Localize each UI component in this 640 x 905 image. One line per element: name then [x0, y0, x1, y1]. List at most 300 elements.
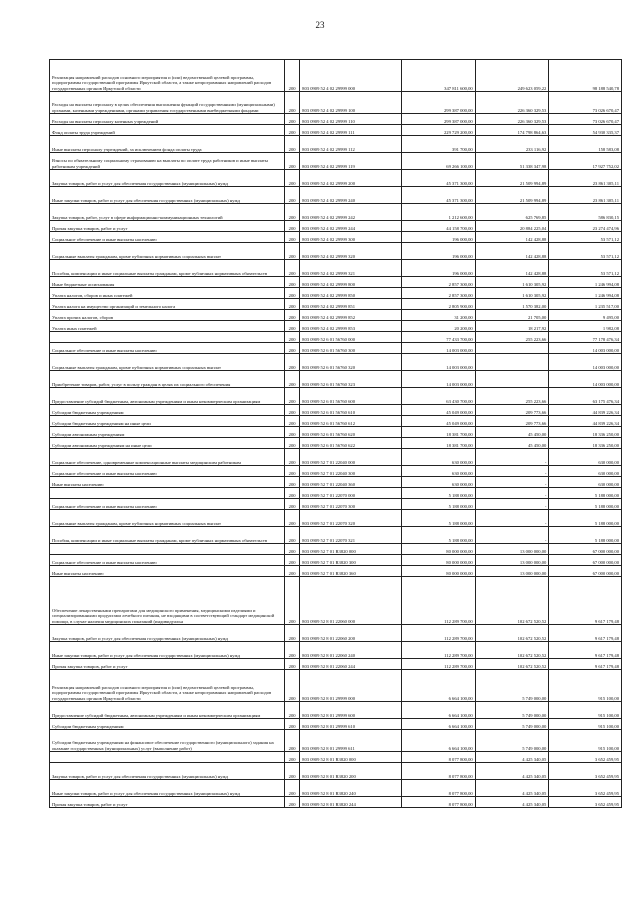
- page-number: 23: [315, 20, 325, 30]
- row-plan-cell: 5 188 000,00: [402, 499, 476, 510]
- row-diff-cell: 630 000,00: [549, 449, 622, 466]
- table-row: [50, 730, 622, 752]
- table-row: [50, 310, 622, 321]
- row-plan-cell: 196 000,00: [402, 260, 476, 277]
- row-kvr-cell: 200: [285, 752, 300, 763]
- row-kvr-cell: 200: [285, 763, 300, 780]
- row-diff-cell: 18 336 250,00: [549, 438, 622, 449]
- row-plan-cell: 347 811 600,00: [402, 60, 476, 92]
- row-diff-cell: 3 652 459,95: [549, 780, 622, 797]
- row-kvr-cell: 200: [285, 332, 300, 343]
- row-plan-cell: 18 381 700,00: [402, 427, 476, 438]
- row-code-cell: 803 0909 52 7 01 R3820 360: [300, 566, 402, 577]
- row-fact-cell: 5 749 000,00: [475, 702, 549, 719]
- row-diff-cell: 53 571,12: [549, 232, 622, 243]
- row-fact-cell: -: [475, 466, 549, 477]
- row-fact-cell: [475, 354, 549, 371]
- row-name-cell: Предоставление субсидий бюджетным, автономным учреждениям и иным некоммерческим организациям: [50, 702, 285, 719]
- row-kvr-cell: 200: [285, 153, 300, 170]
- table-row: [50, 499, 622, 510]
- row-name-cell: Социальное обеспечение, одновременные компенсационные выплаты медицинским работникам: [50, 449, 285, 466]
- row-name-cell: Пособия, компенсации и иные социальные выплаты гражданам, кроме публичных нормативных обязательств: [50, 260, 285, 277]
- row-name-cell: Предоставление субсидий бюджетным, автономным учреждениям и иным некоммерческим организациям: [50, 388, 285, 405]
- row-plan-cell: 45 049 000,00: [402, 416, 476, 427]
- row-diff-cell: 23 861 305,11: [549, 170, 622, 187]
- table-row: [50, 388, 622, 405]
- row-fact-cell: 13 000 000,00: [475, 555, 549, 566]
- row-code-cell: 803 0909 52 8 01 29999 610: [300, 719, 402, 730]
- table-body: [50, 60, 622, 808]
- row-fact-cell: 1 570 382,00: [475, 299, 549, 310]
- table-row: [50, 221, 622, 232]
- row-fact-cell: 226 360 329,53: [475, 114, 549, 125]
- row-code-cell: 803 0909 52 8 01 R3820 240: [300, 780, 402, 797]
- row-fact-cell: 51 338 347,98: [475, 153, 549, 170]
- row-code-cell: 803 0909 52 8 01 R3820 244: [300, 797, 402, 808]
- table-row: [50, 114, 622, 125]
- row-kvr-cell: 200: [285, 321, 300, 332]
- table-row: [50, 92, 622, 114]
- row-kvr-cell: 200: [285, 566, 300, 577]
- row-name-cell: Реализация направлений расходов основного мероприятия и (или) ведомственной целевой программы, подпрограммы государственной программы Иркутской области, а также непрограммных направлений расходов государственных органов Иркутской области: [50, 60, 285, 92]
- row-name-cell: Закупка товаров, работ и услуг для обеспечения государственных (муниципальных) нужд: [50, 763, 285, 780]
- row-fact-cell: 4 425 340,05: [475, 752, 549, 763]
- row-name-cell: Иные бюджетные ассигнования: [50, 277, 285, 288]
- row-fact-cell: 226 360 329,53: [475, 92, 549, 114]
- table-row: [50, 555, 622, 566]
- table-row: [50, 780, 622, 797]
- budget-execution-table: [49, 59, 622, 808]
- row-name-cell: Уплата налогов, сборов и иных платежей: [50, 288, 285, 299]
- row-fact-cell: 209 773,66: [475, 405, 549, 416]
- row-diff-cell: 14 003 000,00: [549, 354, 622, 371]
- row-code-cell: 803 0909 52 4 02 29999 320: [300, 243, 402, 260]
- row-code-cell: 803 0909 52 6 01 56760 300: [300, 343, 402, 354]
- row-name-cell: Прочая закупка товаров, работ и услуг: [50, 659, 285, 670]
- row-kvr-cell: 200: [285, 125, 300, 136]
- row-plan-cell: 6 664 100,00: [402, 730, 476, 752]
- row-name-cell: Взносы по обязательному социальному страхованию на выплаты по оплате труда работников и иные выплаты работникам учреждений: [50, 153, 285, 170]
- row-kvr-cell: 200: [285, 299, 300, 310]
- row-diff-cell: 23 274 474,96: [549, 221, 622, 232]
- row-plan-cell: 6 664 100,00: [402, 702, 476, 719]
- row-code-cell: 803 0909 52 4 02 29999 112: [300, 136, 402, 153]
- row-plan-cell: 6 664 100,00: [402, 670, 476, 702]
- row-code-cell: 803 0909 52 7 01 22040 300: [300, 466, 402, 477]
- row-code-cell: 803 0909 52 7 01 22070 320: [300, 510, 402, 527]
- row-code-cell: 803 0909 52 4 02 29999 240: [300, 187, 402, 204]
- row-code-cell: 803 0909 52 4 02 29999 244: [300, 221, 402, 232]
- row-code-cell: 803 0909 52 8 01 29999 600: [300, 702, 402, 719]
- row-plan-cell: 63 430 700,00: [402, 388, 476, 405]
- table-row: [50, 153, 622, 170]
- row-code-cell: 803 0909 52 6 01 56760 000: [300, 332, 402, 343]
- row-plan-cell: 196 000,00: [402, 243, 476, 260]
- table-row: [50, 577, 622, 625]
- row-plan-cell: 2 857 300,00: [402, 288, 476, 299]
- row-name-cell: Социальное обеспечение и иные выплаты населению: [50, 466, 285, 477]
- row-name-cell: Закупка товаров, работ, услуг в сфере информационно-коммуникационных технологий: [50, 204, 285, 221]
- row-code-cell: 803 0909 52 8 01 22060 240: [300, 642, 402, 659]
- row-code-cell: 803 0909 52 6 01 56760 600: [300, 388, 402, 405]
- row-code-cell: 803 0909 52 4 02 29999 852: [300, 310, 402, 321]
- row-diff-cell: 5 188 000,00: [549, 527, 622, 544]
- table-row: [50, 277, 622, 288]
- row-code-cell: 803 0909 52 8 01 29999 000: [300, 670, 402, 702]
- row-fact-cell: [475, 343, 549, 354]
- row-fact-cell: 1 610 305,92: [475, 277, 549, 288]
- row-plan-cell: 18 381 700,00: [402, 438, 476, 449]
- row-kvr-cell: 200: [285, 187, 300, 204]
- row-code-cell: 803 0909 52 4 02 29999 851: [300, 299, 402, 310]
- row-plan-cell: 1 212 600,00: [402, 204, 476, 221]
- row-plan-cell: 69 266 100,00: [402, 153, 476, 170]
- row-fact-cell: 45 450,00: [475, 438, 549, 449]
- row-code-cell: 803 0909 52 8 01 R3820 000: [300, 752, 402, 763]
- row-plan-cell: 112 289 700,00: [402, 659, 476, 670]
- table-row: [50, 477, 622, 488]
- table-row: [50, 527, 622, 544]
- row-diff-cell: 915 100,00: [549, 730, 622, 752]
- row-code-cell: 803 0909 52 6 01 56760 610: [300, 405, 402, 416]
- row-fact-cell: 21 509 994,89: [475, 170, 549, 187]
- table-row: [50, 416, 622, 427]
- table-row: [50, 288, 622, 299]
- row-kvr-cell: 200: [285, 438, 300, 449]
- row-code-cell: 803 0909 52 8 01 22060 200: [300, 625, 402, 642]
- row-fact-cell: 255 223,66: [475, 388, 549, 405]
- row-plan-cell: 630 000,00: [402, 466, 476, 477]
- row-kvr-cell: 200: [285, 499, 300, 510]
- table-row: [50, 659, 622, 670]
- row-fact-cell: 142 428,88: [475, 232, 549, 243]
- row-name-cell: Социальное обеспечение и иные выплаты населению: [50, 232, 285, 243]
- row-diff-cell: 158 583,08: [549, 136, 622, 153]
- row-name-cell: Социальное обеспечение и иные выплаты населению: [50, 343, 285, 354]
- row-kvr-cell: 200: [285, 510, 300, 527]
- row-name-cell: Иные закупки товаров, работ и услуг для обеспечения государственных (муниципальных) нужд: [50, 187, 285, 204]
- row-code-cell: 803 0909 52 6 01 56760 320: [300, 354, 402, 371]
- row-name-cell: Субсидии автономным учреждениям на иные цели: [50, 438, 285, 449]
- row-kvr-cell: 200: [285, 488, 300, 499]
- table-row: [50, 260, 622, 277]
- row-kvr-cell: 200: [285, 702, 300, 719]
- table-row: [50, 566, 622, 577]
- row-name-cell: Уплата налога на имущество организаций и земельного налога: [50, 299, 285, 310]
- row-plan-cell: 630 000,00: [402, 449, 476, 466]
- table-row: [50, 332, 622, 343]
- row-code-cell: 803 0909 52 4 02 29999 110: [300, 114, 402, 125]
- row-plan-cell: 45 371 300,00: [402, 187, 476, 204]
- row-name-cell: Иные выплаты населению: [50, 566, 285, 577]
- row-fact-cell: 1 610 305,92: [475, 288, 549, 299]
- row-fact-cell: 255 223,66: [475, 332, 549, 343]
- row-fact-cell: 174 798 864,63: [475, 125, 549, 136]
- row-kvr-cell: 200: [285, 136, 300, 153]
- row-diff-cell: 915 100,00: [549, 702, 622, 719]
- row-fact-cell: [475, 371, 549, 388]
- row-code-cell: 803 0909 52 6 01 56760 612: [300, 416, 402, 427]
- row-diff-cell: 9 617 179,48: [549, 642, 622, 659]
- table-row: [50, 510, 622, 527]
- table-row: [50, 625, 622, 642]
- row-plan-cell: 5 188 000,00: [402, 488, 476, 499]
- table-row: [50, 752, 622, 763]
- row-fact-cell: 20 884 225,04: [475, 221, 549, 232]
- row-diff-cell: 1 235 517,00: [549, 299, 622, 310]
- row-name-cell: Субсидии бюджетным учреждениям на финансовое обеспечение государственного (муниципального) задания на оказание государственных (муниципальных) услуг (выполнение работ): [50, 730, 285, 752]
- row-fact-cell: 4 425 340,05: [475, 780, 549, 797]
- row-diff-cell: 9 617 179,48: [549, 625, 622, 642]
- row-kvr-cell: 200: [285, 92, 300, 114]
- row-diff-cell: 53 571,12: [549, 243, 622, 260]
- row-kvr-cell: 200: [285, 60, 300, 92]
- row-name-cell: Социальные выплаты гражданам, кроме публичных нормативных социальных выплат: [50, 354, 285, 371]
- row-kvr-cell: 200: [285, 659, 300, 670]
- row-code-cell: 803 0909 52 7 01 R3820 000: [300, 544, 402, 555]
- row-kvr-cell: 200: [285, 232, 300, 243]
- row-name-cell: Иные выплаты персоналу учреждений, за исключением фонда оплаты труда: [50, 136, 285, 153]
- row-fact-cell: -: [475, 488, 549, 499]
- row-name-cell: Иные закупки товаров, работ и услуг для обеспечения государственных (муниципальных) нужд: [50, 780, 285, 797]
- row-plan-cell: 299 387 000,00: [402, 114, 476, 125]
- row-diff-cell: 67 000 000,00: [549, 544, 622, 555]
- row-plan-cell: 45 049 000,00: [402, 405, 476, 416]
- row-diff-cell: 44 839 226,34: [549, 416, 622, 427]
- table-row: [50, 763, 622, 780]
- row-diff-cell: 44 839 226,34: [549, 405, 622, 416]
- row-plan-cell: 112 289 700,00: [402, 625, 476, 642]
- row-fact-cell: 5 749 000,00: [475, 730, 549, 752]
- row-plan-cell: 5 188 000,00: [402, 510, 476, 527]
- table-row: [50, 60, 622, 92]
- row-code-cell: 803 0909 52 4 02 29999 800: [300, 277, 402, 288]
- row-kvr-cell: 200: [285, 204, 300, 221]
- row-code-cell: 803 0909 52 4 02 29999 100: [300, 92, 402, 114]
- row-kvr-cell: 200: [285, 405, 300, 416]
- row-fact-cell: 45 450,00: [475, 427, 549, 438]
- row-plan-cell: 14 003 000,00: [402, 371, 476, 388]
- row-plan-cell: 8 077 800,00: [402, 752, 476, 763]
- row-diff-cell: 54 930 335,37: [549, 125, 622, 136]
- table-row: [50, 438, 622, 449]
- row-code-cell: 803 0909 52 6 01 56760 622: [300, 438, 402, 449]
- row-diff-cell: 5 188 000,00: [549, 510, 622, 527]
- row-plan-cell: 8 077 800,00: [402, 797, 476, 808]
- row-code-cell: 803 0909 52 4 02 29999 119: [300, 153, 402, 170]
- row-diff-cell: 915 100,00: [549, 670, 622, 702]
- row-diff-cell: 1 246 994,08: [549, 277, 622, 288]
- row-kvr-cell: 200: [285, 577, 300, 625]
- row-diff-cell: 67 000 000,00: [549, 555, 622, 566]
- row-diff-cell: 5 188 000,00: [549, 488, 622, 499]
- row-fact-cell: 102 672 520,52: [475, 625, 549, 642]
- table-row: [50, 488, 622, 499]
- row-diff-cell: 3 652 459,95: [549, 763, 622, 780]
- row-fact-cell: 142 428,88: [475, 243, 549, 260]
- row-diff-cell: 18 336 250,00: [549, 427, 622, 438]
- row-name-cell: [50, 488, 285, 499]
- row-fact-cell: -: [475, 477, 549, 488]
- row-diff-cell: 73 026 670,47: [549, 92, 622, 114]
- row-plan-cell: 45 371 300,00: [402, 170, 476, 187]
- row-name-cell: Расходы на выплаты персоналу казенных учреждений: [50, 114, 285, 125]
- row-code-cell: 803 0909 52 6 01 56760 620: [300, 427, 402, 438]
- row-diff-cell: 14 003 000,00: [549, 343, 622, 354]
- row-code-cell: 803 0909 52 8 01 R3820 200: [300, 763, 402, 780]
- row-diff-cell: 67 000 000,00: [549, 566, 622, 577]
- row-code-cell: 803 0909 52 4 02 29999 242: [300, 204, 402, 221]
- row-plan-cell: 2 857 300,00: [402, 277, 476, 288]
- row-code-cell: 803 0909 52 7 01 22040 000: [300, 449, 402, 466]
- row-kvr-cell: 200: [285, 780, 300, 797]
- table-row: [50, 427, 622, 438]
- row-name-cell: Пособия, компенсации и иные социальные выплаты гражданам, кроме публичных нормативных обязательств: [50, 527, 285, 544]
- row-plan-cell: 20 200,00: [402, 321, 476, 332]
- table-row: [50, 405, 622, 416]
- row-plan-cell: 14 003 000,00: [402, 354, 476, 371]
- row-kvr-cell: 200: [285, 260, 300, 277]
- table-row: [50, 544, 622, 555]
- row-fact-cell: 102 672 520,52: [475, 577, 549, 625]
- row-kvr-cell: 200: [285, 114, 300, 125]
- row-plan-cell: 8 077 800,00: [402, 780, 476, 797]
- table-row: [50, 170, 622, 187]
- row-plan-cell: 391 700,00: [402, 136, 476, 153]
- row-fact-cell: 13 000 000,00: [475, 566, 549, 577]
- table-row: [50, 371, 622, 388]
- row-kvr-cell: 200: [285, 730, 300, 752]
- row-kvr-cell: 200: [285, 343, 300, 354]
- row-name-cell: Расходы на выплаты персоналу в целях обеспечения выполнения функций государственными (муниципальными) органами, казенными учреждениями, органами управления государственными внебюджетными фондами: [50, 92, 285, 114]
- row-diff-cell: 63 175 476,34: [549, 388, 622, 405]
- row-kvr-cell: 200: [285, 221, 300, 232]
- table-row: [50, 719, 622, 730]
- row-name-cell: Закупка товаров, работ и услуг для обеспечения государственных (муниципальных) нужд: [50, 625, 285, 642]
- row-code-cell: 803 0909 52 7 01 22040 360: [300, 477, 402, 488]
- row-diff-cell: 1 246 994,08: [549, 288, 622, 299]
- row-code-cell: 803 0909 52 4 02 29999 111: [300, 125, 402, 136]
- table-row: [50, 243, 622, 260]
- table-row: [50, 321, 622, 332]
- row-diff-cell: 73 026 670,47: [549, 114, 622, 125]
- table-row: [50, 797, 622, 808]
- row-kvr-cell: 200: [285, 416, 300, 427]
- row-diff-cell: 915 100,00: [549, 719, 622, 730]
- row-name-cell: Социальные выплаты гражданам, кроме публичных нормативных социальных выплат: [50, 243, 285, 260]
- table-row: [50, 187, 622, 204]
- row-name-cell: Иные выплаты населению: [50, 477, 285, 488]
- row-plan-cell: 14 003 000,00: [402, 343, 476, 354]
- row-name-cell: Иные закупки товаров, работ и услуг для обеспечения государственных (муниципальных) нужд: [50, 642, 285, 659]
- row-kvr-cell: 200: [285, 243, 300, 260]
- row-plan-cell: 44 158 700,00: [402, 221, 476, 232]
- row-fact-cell: 625 769,85: [475, 204, 549, 221]
- row-code-cell: 803 0909 52 4 02 29999 200: [300, 170, 402, 187]
- row-fact-cell: -: [475, 449, 549, 466]
- row-kvr-cell: 200: [285, 477, 300, 488]
- row-code-cell: 803 0909 52 4 02 29999 853: [300, 321, 402, 332]
- row-name-cell: Социальные выплаты гражданам, кроме публичных нормативных социальных выплат: [50, 510, 285, 527]
- row-fact-cell: 142 428,88: [475, 260, 549, 277]
- row-fact-cell: 4 425 340,05: [475, 763, 549, 780]
- row-kvr-cell: 200: [285, 449, 300, 466]
- row-name-cell: Прочая закупка товаров, работ и услуг: [50, 797, 285, 808]
- row-diff-cell: 630 000,00: [549, 477, 622, 488]
- row-name-cell: Уплата иных платежей: [50, 321, 285, 332]
- table-row: [50, 204, 622, 221]
- row-plan-cell: 8 077 800,00: [402, 763, 476, 780]
- row-fact-cell: 209 773,66: [475, 416, 549, 427]
- row-fact-cell: -: [475, 527, 549, 544]
- row-diff-cell: 23 861 305,11: [549, 187, 622, 204]
- row-diff-cell: 5 188 000,00: [549, 499, 622, 510]
- row-fact-cell: 18 217,92: [475, 321, 549, 332]
- row-diff-cell: 9 495,00: [549, 310, 622, 321]
- row-kvr-cell: 200: [285, 466, 300, 477]
- row-name-cell: Уплата прочих налогов, сборов: [50, 310, 285, 321]
- row-code-cell: 803 0909 52 7 01 22070 000: [300, 488, 402, 499]
- row-fact-cell: 102 672 520,52: [475, 659, 549, 670]
- row-plan-cell: 112 289 700,00: [402, 642, 476, 659]
- table-row: [50, 670, 622, 702]
- table-row: [50, 125, 622, 136]
- row-name-cell: [50, 332, 285, 343]
- row-code-cell: 803 0909 52 7 01 22070 321: [300, 527, 402, 544]
- row-plan-cell: 6 664 100,00: [402, 719, 476, 730]
- row-code-cell: 803 0909 52 7 01 22070 300: [300, 499, 402, 510]
- row-diff-cell: 9 617 179,48: [549, 659, 622, 670]
- row-kvr-cell: 200: [285, 427, 300, 438]
- row-diff-cell: 77 178 476,34: [549, 332, 622, 343]
- row-kvr-cell: 200: [285, 625, 300, 642]
- row-diff-cell: 1 982,08: [549, 321, 622, 332]
- row-plan-cell: 196 000,00: [402, 232, 476, 243]
- row-name-cell: Субсидии бюджетным учреждениям на иные цели: [50, 416, 285, 427]
- row-fact-cell: 249 623 059,22: [475, 60, 549, 92]
- row-kvr-cell: 200: [285, 544, 300, 555]
- row-plan-cell: 80 000 000,00: [402, 566, 476, 577]
- row-plan-cell: 630 000,00: [402, 477, 476, 488]
- row-kvr-cell: 200: [285, 288, 300, 299]
- table-row: [50, 299, 622, 310]
- row-code-cell: 803 0909 52 8 01 29999 611: [300, 730, 402, 752]
- row-diff-cell: 3 652 459,95: [549, 797, 622, 808]
- row-diff-cell: 9 617 179,48: [549, 577, 622, 625]
- row-kvr-cell: 200: [285, 527, 300, 544]
- row-fact-cell: 5 749 000,00: [475, 719, 549, 730]
- row-diff-cell: 630 000,00: [549, 466, 622, 477]
- table-row: [50, 136, 622, 153]
- row-plan-cell: 77 433 700,00: [402, 332, 476, 343]
- row-kvr-cell: 200: [285, 797, 300, 808]
- row-fact-cell: -: [475, 499, 549, 510]
- row-diff-cell: 53 571,12: [549, 260, 622, 277]
- row-fact-cell: 4 425 340,05: [475, 797, 549, 808]
- row-kvr-cell: 200: [285, 670, 300, 702]
- row-plan-cell: 80 000 000,00: [402, 544, 476, 555]
- row-kvr-cell: 200: [285, 719, 300, 730]
- row-kvr-cell: 200: [285, 354, 300, 371]
- row-name-cell: Социальное обеспечение и иные выплаты населению: [50, 499, 285, 510]
- row-code-cell: 803 0909 52 4 02 29999 321: [300, 260, 402, 277]
- table-row: [50, 232, 622, 243]
- row-code-cell: 803 0909 52 8 01 22060 244: [300, 659, 402, 670]
- row-code-cell: 803 0909 52 4 02 29999 300: [300, 232, 402, 243]
- row-name-cell: Субсидии автономным учреждениям: [50, 427, 285, 438]
- row-code-cell: 803 0909 52 4 02 29999 000: [300, 60, 402, 92]
- table-row: [50, 466, 622, 477]
